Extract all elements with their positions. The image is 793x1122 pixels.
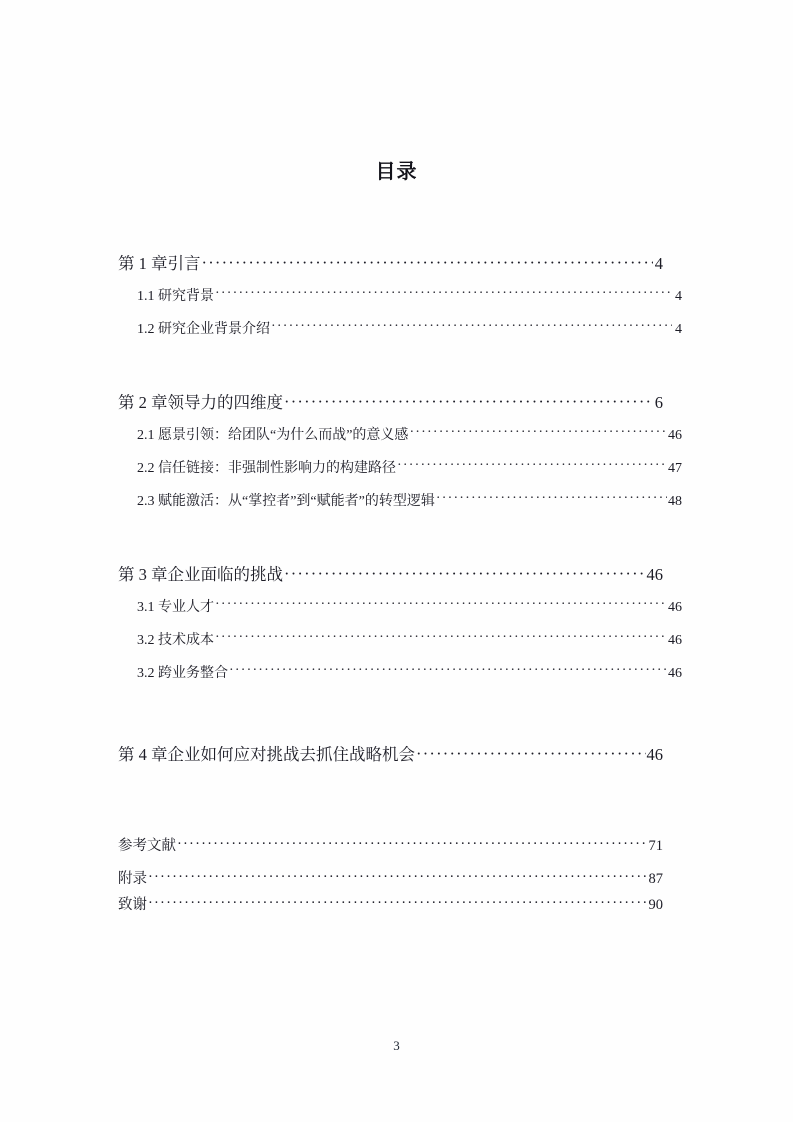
toc-entry-page: 90	[648, 897, 663, 913]
toc-section-entry[interactable]	[118, 285, 682, 305]
toc-entry-label: 第 1 章引言	[118, 254, 201, 273]
toc-entry-page: 47	[668, 461, 682, 476]
toc-entry-page: 4	[654, 254, 663, 273]
dot-leader	[397, 458, 667, 472]
toc-entry-label: 3.2 跨业务整合	[137, 666, 228, 681]
toc-entry-page: 46	[668, 428, 682, 443]
back-matter-spacer	[118, 776, 663, 834]
toc-backmatter-entry[interactable]	[118, 867, 663, 888]
toc-entry-label: 致谢	[118, 897, 147, 913]
dot-leader	[177, 836, 648, 851]
dot-leader	[215, 286, 672, 300]
toc-chapter-entry[interactable]	[118, 741, 663, 765]
toc-entry-page: 46	[668, 600, 682, 615]
toc-section-entry[interactable]	[118, 424, 682, 444]
toc-entry-page: 6	[654, 393, 663, 412]
toc-entry-page: 4	[675, 322, 682, 337]
toc-entry-label: 2.2 信任链接：非强制性影响力的构建路径	[137, 461, 396, 476]
section-spacer	[118, 695, 663, 741]
table-of-contents	[118, 250, 682, 919]
dot-leader	[229, 663, 667, 677]
toc-chapter-entry[interactable]	[118, 389, 663, 413]
dot-leader	[416, 744, 646, 761]
dot-leader	[284, 392, 653, 409]
dot-leader	[436, 491, 667, 505]
toc-section-entry[interactable]	[118, 629, 682, 649]
toc-chapter-entry[interactable]	[118, 250, 663, 274]
toc-entry-label: 2.3 赋能激活：从“掌控者”到“赋能者”的转型逻辑	[137, 494, 435, 509]
toc-entry-page: 71	[648, 838, 663, 854]
toc-entry-page: 46	[646, 745, 663, 764]
toc-entry-label: 2.1 愿景引领：给团队“为什么而战”的意义感	[137, 428, 409, 443]
dot-leader	[148, 895, 648, 910]
toc-entry-page: 4	[675, 289, 682, 304]
dot-leader	[271, 319, 672, 333]
toc-entry-label: 1.1 研究背景	[137, 289, 214, 304]
section-spacer	[118, 351, 663, 389]
dot-leader	[202, 253, 654, 270]
toc-entry-label: 1.2 研究企业背景介绍	[137, 322, 270, 337]
dot-leader	[215, 630, 667, 644]
toc-entry-label: 3.1 专业人才	[137, 600, 214, 615]
dot-leader	[215, 597, 667, 611]
toc-section-entry[interactable]	[118, 457, 682, 477]
toc-entry-label: 3.2 技术成本	[137, 633, 214, 648]
toc-section-entry[interactable]	[118, 490, 682, 510]
toc-entry-page: 46	[668, 633, 682, 648]
toc-entry-page: 48	[668, 494, 682, 509]
toc-entry-page: 87	[648, 871, 663, 887]
toc-backmatter-entry[interactable]	[118, 834, 663, 855]
toc-entry-page: 46	[646, 565, 663, 584]
toc-section-entry[interactable]	[118, 596, 682, 616]
toc-backmatter-entry[interactable]	[118, 893, 663, 914]
page-number: 3	[393, 1038, 400, 1053]
page-title: 目录	[375, 161, 418, 183]
toc-chapter-entry[interactable]	[118, 561, 663, 585]
dot-leader	[284, 564, 646, 581]
dot-leader	[148, 869, 648, 884]
toc-entry-label: 参考文献	[118, 838, 176, 854]
dot-leader	[409, 425, 667, 439]
toc-entry-page: 46	[668, 666, 682, 681]
toc-entry-label: 第 4 章企业如何应对挑战去抓住战略机会	[118, 745, 415, 764]
toc-section-entry[interactable]	[118, 318, 682, 338]
toc-entry-label: 附录	[118, 871, 147, 887]
toc-section-entry[interactable]	[118, 662, 682, 682]
section-spacer	[118, 523, 663, 561]
toc-entry-label: 第 2 章领导力的四维度	[118, 393, 283, 412]
toc-entry-label: 第 3 章企业面临的挑战	[118, 565, 283, 584]
